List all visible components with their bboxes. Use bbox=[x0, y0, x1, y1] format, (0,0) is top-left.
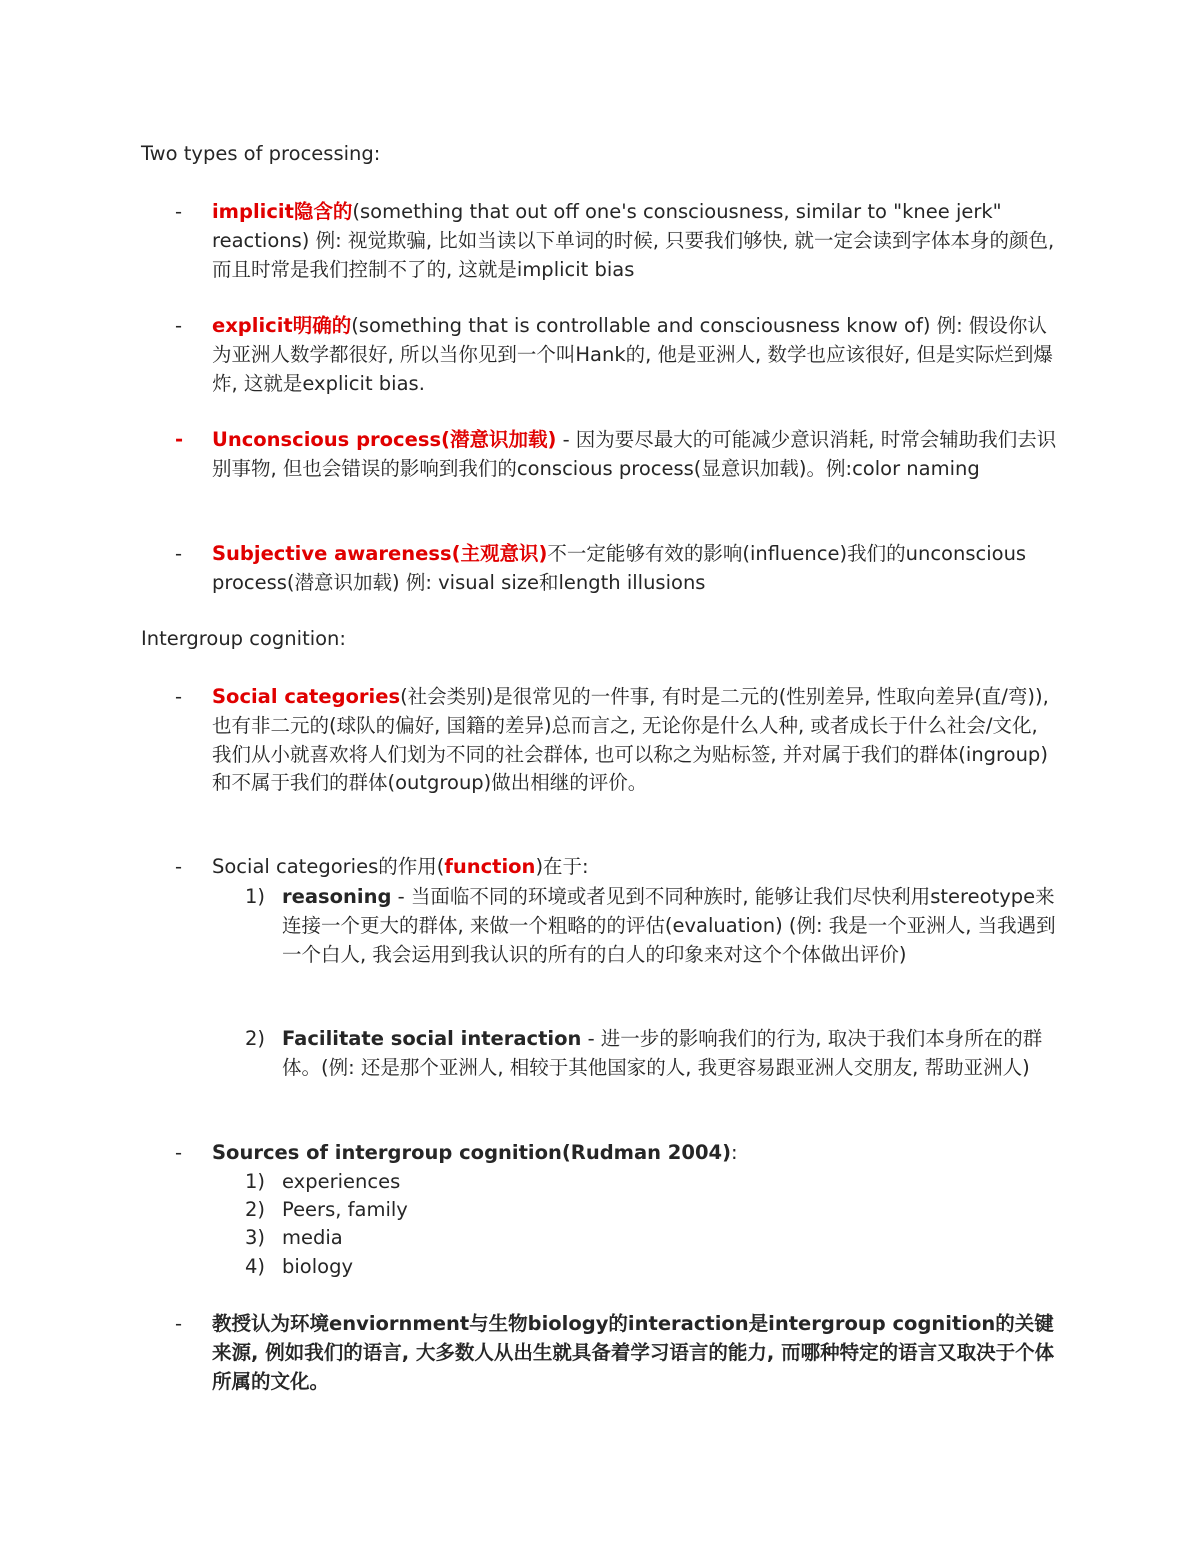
bullet-dash: - bbox=[175, 685, 183, 708]
list-text bbox=[282, 1025, 1067, 1083]
reasoning-body: - 当面临不同的环境或者见到不同种族时, 能够让我们尽快利用stereotype来连接一个更大的群体, 来做一个粗略的的评估(evaluation) (例: 我是一个亚洲人, 当我遇到一个白人, 我会运用到我认识的所有的白人的印象来对这个个体做出评价) bbox=[282, 885, 1056, 966]
bullet-text bbox=[212, 312, 1062, 398]
function-item-facilitate bbox=[245, 1025, 1065, 1083]
sources-item bbox=[245, 1224, 1065, 1253]
bullet-text bbox=[212, 683, 1062, 798]
term-sources: Sources of intergroup cognition(Rudman 2004) bbox=[212, 1141, 731, 1164]
list-number: 3) bbox=[245, 1226, 266, 1249]
list-number: 4) bbox=[245, 1255, 266, 1278]
term-unconscious: Unconscious process(潜意识加载) bbox=[212, 428, 557, 451]
bullet-function bbox=[175, 853, 1075, 882]
function-prefix: Social categories的作用( bbox=[212, 855, 445, 878]
list-text: experiences bbox=[282, 1170, 401, 1193]
list-text: media bbox=[282, 1226, 343, 1249]
bullet-text bbox=[212, 426, 1062, 484]
bullet-dash: - bbox=[175, 855, 183, 878]
term-implicit: implicit隐含的 bbox=[212, 200, 353, 223]
heading-intergroup: Intergroup cognition: bbox=[141, 627, 346, 650]
list-text: Peers, family bbox=[282, 1198, 408, 1221]
term-facilitate: Facilitate social interaction bbox=[282, 1027, 582, 1050]
sources-item bbox=[245, 1253, 1065, 1282]
list-number: 2) bbox=[245, 1027, 266, 1050]
list-number: 2) bbox=[245, 1198, 266, 1221]
sources-item bbox=[245, 1196, 1065, 1225]
term-social-categories: Social categories bbox=[212, 685, 401, 708]
list-number: 1) bbox=[245, 1170, 266, 1193]
professor-body: 教授认为环境enviornment与生物biology的interaction是intergroup cognition的关键来源, 例如我们的语言, 大多数人从出生就具备着学习语言的能力, 而哪种特定的语言又取决于个体所属的文化。 bbox=[212, 1312, 1055, 1393]
bullet-unconscious bbox=[175, 426, 1075, 484]
term-subjective: Subjective awareness(主观意识) bbox=[212, 542, 548, 565]
function-item-reasoning bbox=[245, 883, 1065, 969]
bullet-subjective bbox=[175, 540, 1075, 598]
explicit-body: (something that is controllable and consciousness know of) 例: 假设你认为亚洲人数学都很好, 所以当你见到一个叫Hank的, 他是亚洲人, 数学也应该很好, 但是实际烂到爆炸, 这就是explicit bias. bbox=[212, 314, 1053, 395]
bullet-explicit bbox=[175, 312, 1075, 398]
bullet-text bbox=[212, 1139, 1062, 1168]
list-number: 1) bbox=[245, 885, 266, 908]
bullet-dash: - bbox=[175, 542, 183, 565]
bullet-sources bbox=[175, 1139, 1075, 1168]
term-reasoning: reasoning bbox=[282, 885, 392, 908]
function-suffix: )在于: bbox=[535, 855, 589, 878]
bullet-dash: - bbox=[175, 428, 184, 451]
sources-colon: : bbox=[731, 1141, 738, 1164]
unconscious-body: - 因为要尽最大的可能减少意识消耗, 时常会辅助我们去识别事物, 但也会错误的影响到我们的conscious process(显意识加载)。例:color naming bbox=[212, 428, 1057, 480]
bullet-implicit bbox=[175, 198, 1075, 284]
heading-processing: Two types of processing: bbox=[141, 142, 381, 165]
bullet-text bbox=[212, 198, 1062, 284]
bullet-dash: - bbox=[175, 314, 183, 337]
list-text: biology bbox=[282, 1255, 353, 1278]
subjective-body: 不一定能够有效的影响(influence)我们的unconscious process(潜意识加载) 例: visual size和length illusions bbox=[212, 542, 1027, 594]
bullet-dash: - bbox=[175, 1141, 183, 1164]
bullet-professor bbox=[175, 1310, 1075, 1396]
facilitate-body: - 进一步的影响我们的行为, 取决于我们本身所在的群体。(例: 还是那个亚洲人, 相较于其他国家的人, 我更容易跟亚洲人交朋友, 帮助亚洲人) bbox=[282, 1027, 1043, 1079]
bullet-dash: - bbox=[175, 1312, 183, 1335]
bullet-social-categories bbox=[175, 683, 1075, 798]
social-categories-body: (社会类别)是很常见的一件事, 有时是二元的(性别差异, 性取向差异(直/弯)), 也有非二元的(球队的偏好, 国籍的差异)总而言之, 无论你是什么人种, 或者成长于什么社会/文化, 我们从小就喜欢将人们划为不同的社会群体, 也可以称之为贴标签, 并对属于我们的群体(ingroup)和不属于我们的群体(outgroup)做出相继的评价。 bbox=[212, 685, 1049, 795]
implicit-body: (something that out off one's consciousness, similar to "knee jerk" reactions) 例: 视觉欺骗, 比如当读以下单词的时候, 只要我们够快, 就一定会读到字体本身的颜色, 而且时常是我们控制不了的, 这就是implicit bias bbox=[212, 200, 1055, 281]
sources-item bbox=[245, 1168, 1065, 1197]
term-explicit: explicit明确的 bbox=[212, 314, 352, 337]
bullet-text bbox=[212, 853, 1062, 882]
term-function: function bbox=[444, 855, 536, 878]
bullet-text bbox=[212, 540, 1062, 598]
list-text bbox=[282, 883, 1067, 969]
bullet-dash: - bbox=[175, 200, 183, 223]
